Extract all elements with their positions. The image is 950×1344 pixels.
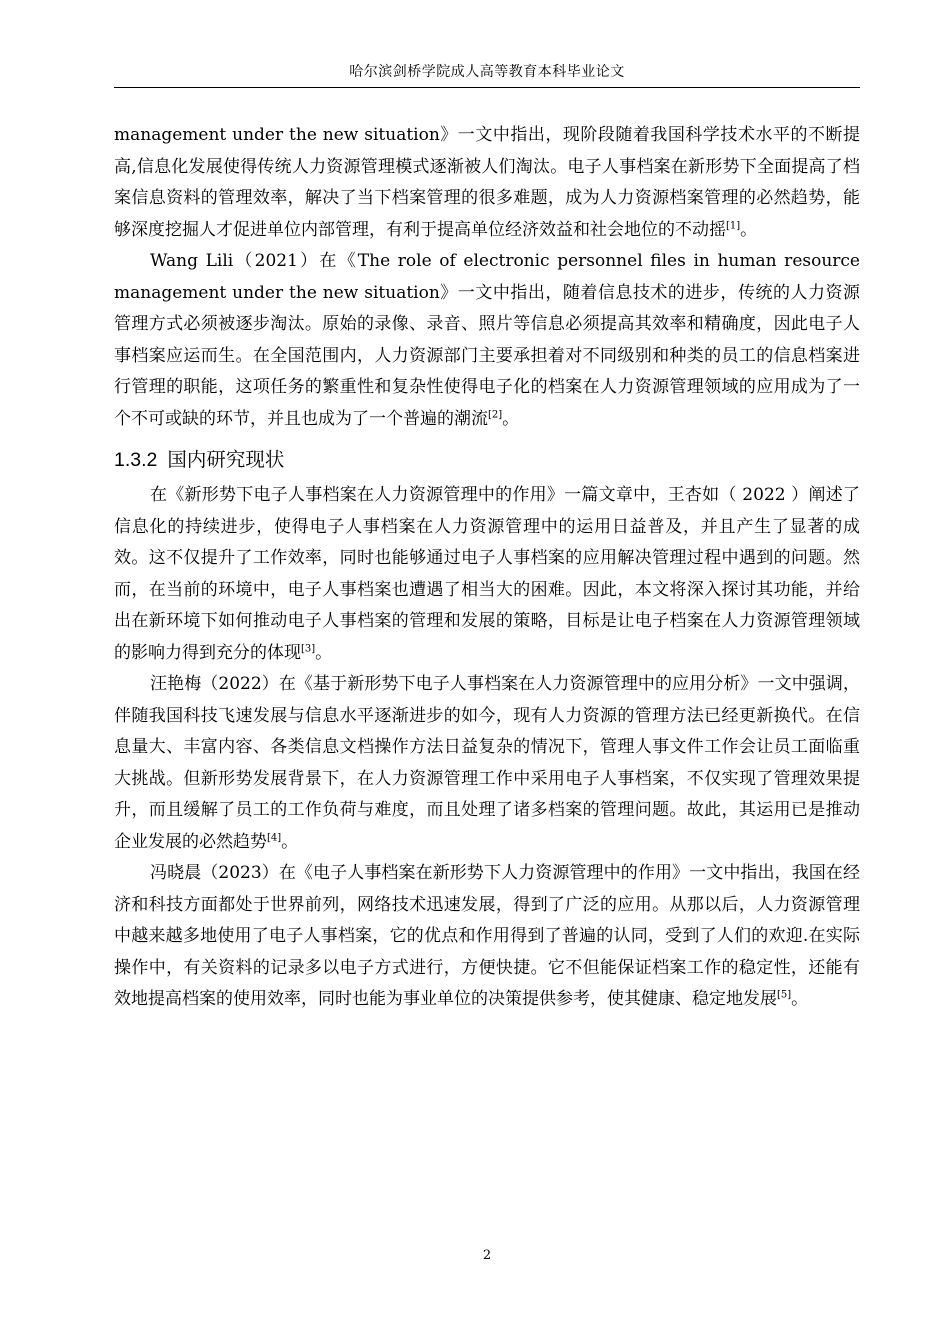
citation-marker[interactable]: [5] (777, 989, 792, 1001)
paragraph (114, 246, 860, 435)
paragraph-text: Wang Lili（2021）在《The role of electronic personnel files in human resource management under the new situation》一文中指出，随着信息技术的进步，传统的人力资源管理方式必须被逐步淘汰。原始的录像、录音、照片等信息必须提高其效率和精确度，因此电子人事档案应运而生。在全国范围内，人力资源部门主要承担着对不同级别和种类的员工的信息档案进行管理的职能，这项任务的繁重性和复杂性使得电子化的档案在人力资源管理领域的应用成为了一个不可或缺的环节，并且也成为了一个普遍的潮流 (114, 251, 860, 429)
section-number: 1.3.2 (114, 449, 158, 471)
running-header: 哈尔滨剑桥学院成人高等教育本科毕业论文 (349, 64, 625, 80)
paragraph-text: 冯晓晨（2023）在《电子人事档案在新形势下人力资源管理中的作用》一文中指出，我国在经济和科技方面都处于世界前列，网络技术迅速发展，得到了广泛的应用。从那以后，人力资源管理中越来越多地使用了电子人事档案，它的优点和作用得到了普遍的认同，受到了人们的欢迎.在实际操作中，有关资料的记录多以电子方式进行，方便快捷。它不但能保证档案工作的稳定性，还能有效地提高档案的使用效率，同时也能为事业单位的决策提供参考，使其健康、稳定地发展 (114, 863, 860, 1009)
paragraph (114, 669, 860, 858)
paragraph-text: 在《新形势下电子人事档案在人力资源管理中的作用》一篇文章中，王杏如（ 2022 ）阐述了信息化的持续进步，使得电子人事档案在人力资源管理中的运用日益普及，并且产生了显著的成效。这不仅提升了工作效率，同时也能够通过电子人事档案的应用解决管理过程中遇到的问题。然而，在当前的环境中，电子人事档案也遭遇了相当大的困难。因此，本文将深入探讨其功能，并给出在新环境下如何推动电子人事档案的管理和发展的策略，目标是让电子档案在人力资源管理领域的影响力得到充分的体现 (114, 485, 860, 663)
paragraph-continued (114, 120, 860, 246)
citation-marker[interactable]: [1] (726, 219, 741, 231)
paragraph-text: management under the new situation》一文中指出，现阶段随着我国科学技术水平的不断提高,信息化发展使得传统人力资源管理模式逐渐被人们淘汰。电子人事档案在新形势下全面提高了档案信息资料的管理效率，解决了当下档案管理的很多难题，成为人力资源档案管理的必然趋势，能够深度挖掘人才促进单位内部管理，有利于提高单位经济效益和社会地位的不动摇 (114, 125, 860, 240)
citation-marker[interactable]: [4] (267, 831, 282, 843)
citation-marker[interactable]: [2] (488, 408, 503, 420)
paragraph-end: 。 (281, 831, 299, 852)
section-title: 国内研究现状 (167, 448, 285, 471)
paragraph-end: 。 (740, 219, 758, 240)
paragraph (114, 480, 860, 669)
citation-marker[interactable]: [3] (301, 642, 316, 654)
header-rule (114, 87, 860, 88)
page-number: 2 (482, 1248, 492, 1263)
body-text (114, 120, 860, 1016)
paragraph-text: 汪艳梅（2022）在《基于新形势下电子人事档案在人力资源管理中的应用分析》一文中强调，伴随我国科技飞速发展与信息水平逐渐进步的如今，现有人力资源的管理方法已经更新换代。在信息量大、丰富内容、各类信息文档操作方法日益复杂的情况下，管理人事文件工作会让员工面临重大挑战。但新形势发展背景下，在人力资源管理工作中采用电子人事档案，不仅实现了管理效果提升，而且缓解了员工的工作负荷与难度，而且处理了诸多档案的管理问题。故此，其运用已是推动企业发展的必然趋势 (114, 674, 860, 852)
paragraph-end: 。 (791, 989, 809, 1009)
paragraph-end: 。 (315, 642, 333, 663)
section-heading (114, 441, 860, 479)
paragraph-end: 。 (502, 408, 520, 429)
paragraph (114, 858, 860, 1016)
